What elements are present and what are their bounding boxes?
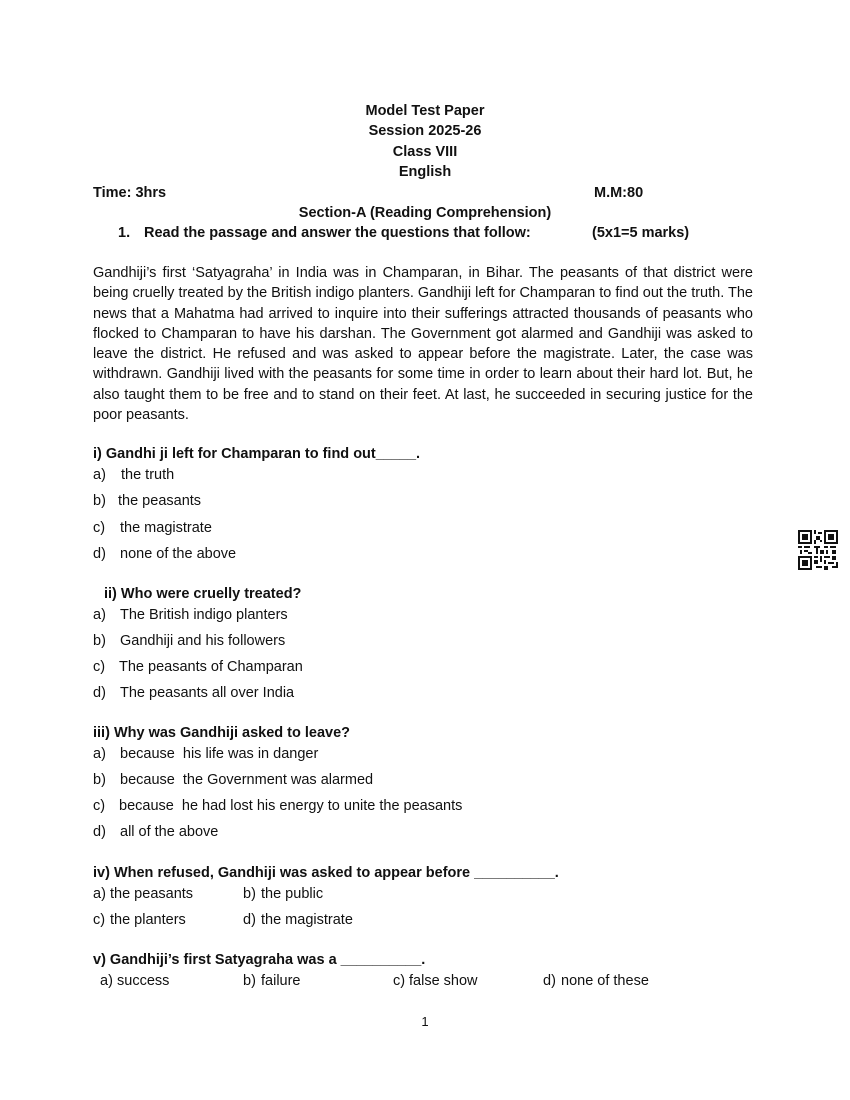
question-stem: iii) Why was Gandhiji asked to leave? [93, 725, 351, 741]
option-letter: d) [243, 912, 256, 928]
option-text: the magistrate [261, 912, 353, 928]
option-letter: d) [93, 685, 106, 701]
question-instruction: Read the passage and answer the questions that follow: [144, 225, 531, 241]
option-text: The peasants all over India [120, 685, 295, 701]
option-text: the magistrate [120, 520, 212, 536]
option-letter: c) [93, 659, 106, 675]
paper-title: Model Test Paper [365, 103, 485, 119]
option-letter: a) [100, 973, 113, 989]
option-text: success [117, 973, 170, 989]
qr-code-icon [798, 530, 838, 570]
option-text: Gandhiji and his followers [120, 633, 286, 649]
option-text: the truth [121, 467, 175, 483]
reading-passage [93, 263, 753, 425]
option-letter: b) [243, 973, 256, 989]
option-text: failure [261, 973, 301, 989]
question-stem: iv) When refused, Gandhiji was asked to appear before __________. [93, 865, 559, 881]
option-text: all of the above [120, 824, 219, 840]
question-number: 1. [118, 225, 131, 241]
max-marks-label: M.M:80 [594, 185, 644, 201]
option-text: because the Government was alarmed [120, 772, 374, 788]
option-text: none of these [561, 973, 649, 989]
option-letter: c) [93, 912, 106, 928]
option-letter: b) [93, 772, 106, 788]
option-letter: c) [93, 798, 106, 814]
option-letter: d) [543, 973, 556, 989]
option-text: the peasants [118, 493, 202, 509]
option-letter: a) [93, 467, 106, 483]
option-letter: a) [93, 886, 106, 902]
option-letter: b) [93, 493, 106, 509]
option-text: because his life was in danger [120, 746, 319, 762]
question-stem: v) Gandhiji’s first Satyagraha was a __________. [93, 952, 426, 968]
option-text: the peasants [110, 886, 194, 902]
option-text: because he had lost his energy to unite the peasants [119, 798, 463, 814]
option-letter: b) [243, 886, 256, 902]
option-letter: a) [93, 607, 106, 623]
option-text: the public [261, 886, 324, 902]
option-text: The peasants of Champaran [119, 659, 303, 675]
option-text: none of the above [120, 546, 237, 562]
paper-session: Session 2025-26 [368, 123, 482, 139]
option-letter: b) [93, 633, 106, 649]
paper-subject: English [398, 164, 452, 180]
option-letter: c) [93, 520, 106, 536]
question-stem: i) Gandhi ji left for Champaran to find out_____. [93, 446, 421, 462]
option-letter: d) [93, 824, 106, 840]
option-text: false show [409, 973, 478, 989]
option-letter: d) [93, 546, 106, 562]
passage-text: Gandhiji’s first ‘Satyagraha’ in India was in Champaran, in Bihar. The peasants of that district were being cruelly treated by the British indigo planters. Gandhiji left for Champaran to find out the truth. The news that a Mahatma had arrived to inquire into their sufferings attracted thousands of peasants who flocked to Champaran to have his darshan. The Government got alarmed and Gandhiji was asked to leave the district. He refused and was asked to appear before the magistrate. Later, the case was withdrawn. Gandhiji lived with the peasants for some time in order to learn about their hard lot. But, he also taught them to be free and to stand on their feet. At last, he succeeded in securing justice for the poor peasants. [93, 265, 753, 424]
time-label: Time: 3hrs [93, 185, 167, 201]
question-marks: (5x1=5 marks) [592, 225, 690, 241]
option-text: The British indigo planters [120, 607, 288, 623]
page-number: 1 [421, 1014, 429, 1029]
question-stem: ii) Who were cruelly treated? [104, 586, 302, 602]
option-text: the planters [110, 912, 186, 928]
option-letter: c) [393, 973, 406, 989]
paper-class: Class VIII [392, 144, 458, 160]
option-letter: a) [93, 746, 106, 762]
section-title: Section-A (Reading Comprehension) [298, 205, 552, 221]
